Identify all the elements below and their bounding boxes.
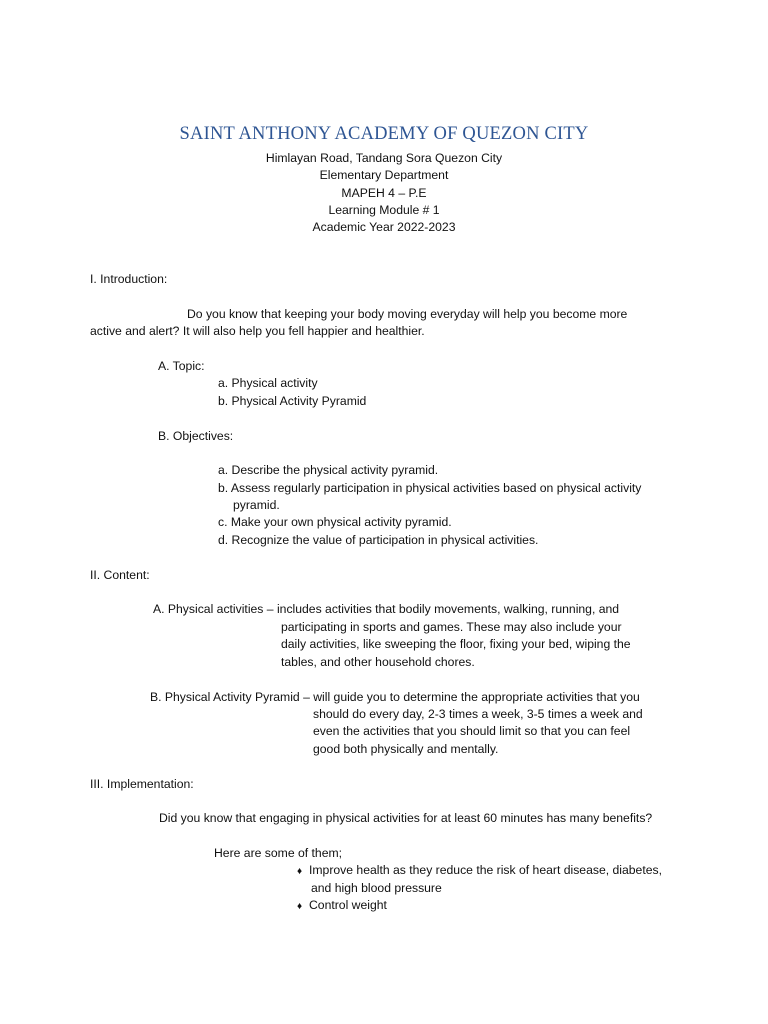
objective-item: b. Assess regularly participation in physical activities based on physical activity (218, 481, 642, 495)
section-heading-implementation: III. Implementation: (90, 777, 194, 791)
content-a-line: tables, and other household chores. (281, 655, 475, 669)
topic-heading: A. Topic: (158, 359, 205, 373)
school-address: Himlayan Road, Tandang Sora Quezon City (265, 151, 503, 165)
objectives-heading: B. Objectives: (158, 429, 234, 443)
benefit-text: Improve health as they reduce the risk of heart disease, diabetes, (309, 863, 662, 877)
academic-year: Academic Year 2022-2023 (312, 220, 456, 234)
benefit-item (297, 862, 662, 880)
school-title: SAINT ANTHONY ACADEMY OF QUEZON CITY (179, 124, 589, 144)
objective-item: a. Describe the physical activity pyramid. (218, 463, 439, 477)
section-heading-content: II. Content: (90, 568, 150, 582)
benefit-item (297, 897, 387, 915)
department: Elementary Department (319, 168, 449, 182)
section-heading-introduction: I. Introduction: (90, 272, 168, 286)
content-b-line: should do every day, 2-3 times a week, 3-5 times a week and (313, 707, 643, 721)
intro-paragraph-line1: Do you know that keeping your body moving everyday will help you become more (187, 307, 628, 321)
objective-item-continuation: pyramid. (233, 498, 280, 512)
subject: MAPEH 4 – P.E (341, 186, 427, 200)
implementation-question: Did you know that engaging in physical activities for at least 60 minutes has many benefits? (159, 811, 653, 825)
content-b-line: B. Physical Activity Pyramid – will guide you to determine the appropriate activities that you (150, 690, 640, 704)
benefit-text: Control weight (309, 898, 387, 912)
objective-item: d. Recognize the value of participation in physical activities. (218, 533, 539, 547)
module-number: Learning Module # 1 (328, 203, 440, 217)
benefit-item-continuation: and high blood pressure (311, 881, 442, 895)
objective-item: c. Make your own physical activity pyramid. (218, 515, 452, 529)
intro-paragraph-line2: active and alert? It will also help you fell happier and healthier. (90, 324, 425, 338)
benefits-lead: Here are some of them; (214, 846, 343, 860)
content-a-line: A. Physical activities – includes activities that bodily movements, walking, running, and (153, 602, 620, 616)
topic-item: b. Physical Activity Pyramid (218, 394, 367, 408)
content-b-line: good both physically and mentally. (313, 742, 499, 756)
content-b-line: even the activities that you should limit so that you can feel (313, 724, 631, 738)
content-a-line: participating in sports and games. These may also include your (281, 620, 622, 634)
diamond-bullet-icon: ♦ (297, 901, 303, 912)
content-a-line: daily activities, like sweeping the floor, fixing your bed, wiping the (281, 637, 631, 651)
topic-item: a. Physical activity (218, 376, 318, 390)
diamond-bullet-icon: ♦ (297, 866, 303, 877)
